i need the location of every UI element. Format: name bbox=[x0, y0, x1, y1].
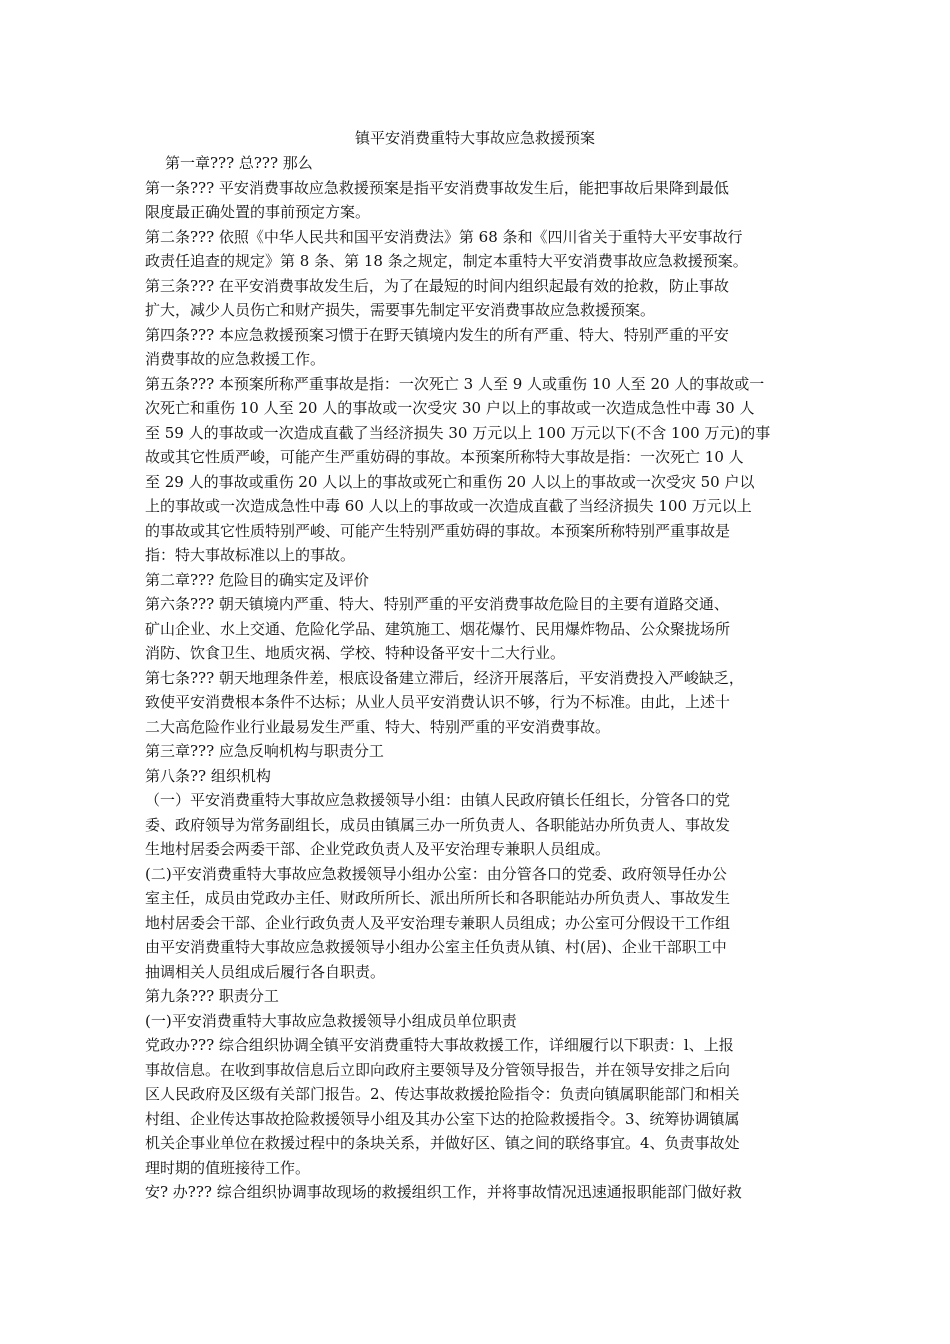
text-line: 扩大，减少人员伤亡和财产损失，需要事先制定平安消费事故应急救援预案。 bbox=[145, 301, 656, 319]
text-line: （一）平安消费重特大事故应急救援领导小组：由镇人民政府镇长任组长，分管各口的党 bbox=[145, 791, 731, 809]
text-line: 故或其它性质严峻，可能产生严重妨碍的事故。本预案所称特大事故是指：一次死亡 10 人 bbox=[145, 448, 744, 466]
text-line: 消费事故的应急救援工作。 bbox=[145, 350, 326, 368]
text-line: 致使平安消费根本条件不达标；从业人员平安消费认识不够，行为不标准。由此，上述十 bbox=[145, 693, 731, 711]
text-line: 第一条??? 平安消费事故应急救援预案是指平安消费事故发生后，能把事故后果降到最低 bbox=[145, 178, 729, 197]
text-line: 消防、饮食卫生、地质灾祸、学校、特种设备平安十二大行业。 bbox=[145, 644, 566, 662]
text-line: 村组、企业传达事故抢险救援领导小组及其办公室下达的抢险救援指令。3、统筹协调镇属 bbox=[145, 1109, 740, 1128]
text-line: 由平安消费重特大事故应急救援领导小组办公室主任负责从镇、村(居)、企业干部职工中 bbox=[145, 938, 727, 956]
text-line: (二)平安消费重特大事故应急救援领导小组办公室：由分管各口的党委、政府领导任办公 bbox=[145, 864, 727, 883]
text-line: 室主任，成员由党政办主任、财政所所长、派出所所长和各职能站办所负责人、事故发生 bbox=[145, 889, 731, 907]
text-line: 机关企事业单位在救援过程中的条块关系，并做好区、镇之间的联络事宜。4、负责事故处 bbox=[145, 1134, 740, 1152]
text-line: 理时期的值班接待工作。 bbox=[145, 1158, 311, 1177]
text-line: 二大高危险作业行业最易发生严重、特大、特别严重的平安消费事故。 bbox=[145, 717, 611, 736]
text-line: 第七条??? 朝天地理条件差，根底设备建立滞后，经济开展落后，平安消费投入严峻缺乏， bbox=[145, 668, 744, 687]
text-line: (一)平安消费重特大事故应急救援领导小组成员单位职责 bbox=[145, 1011, 517, 1030]
text-line: 第三章??? 应急反响机构与职责分工 bbox=[145, 742, 384, 760]
text-line: 委、政府领导为常务副组长，成员由镇属三办一所负责人、各职能站办所负责人、事故发 bbox=[145, 815, 731, 834]
text-line: 上的事故或一次造成急性中毒 60 人以上的事故或一次造成直截了当经济损失 100 万元以上 bbox=[145, 497, 752, 515]
text-line: 次死亡和重伤 10 人至 20 人的事故或一次受灾 30 户以上的事故或一次造成急性中毒 30 人 bbox=[145, 399, 755, 417]
text-line: 生地村居委会两委干部、企业党政负责人及平安治理专兼职人员组成。 bbox=[145, 840, 611, 858]
document-title: 镇平安消费重特大事故应急救援预案 bbox=[354, 129, 595, 147]
text-line: 指：特大事故标准以上的事故。 bbox=[145, 546, 356, 564]
text-line: 第五条??? 本预案所称严重事故是指：一次死亡 3 人至 9 人或重伤 10 人至 20 人的事故或一 bbox=[145, 374, 765, 393]
text-line: 党政办??? 综合组织协调全镇平安消费重特大事故救援工作，详细履行以下职责：l、上报 bbox=[145, 1036, 734, 1054]
text-line: 第八条?? 组织机构 bbox=[145, 766, 271, 785]
text-line: 的事故或其它性质特别严峻、可能产生特别严重妨碍的事故。本预案所称特别严重事故是 bbox=[145, 521, 731, 540]
text-line: 限度最正确处置的事前预定方案。 bbox=[145, 203, 371, 221]
text-line: 事故信息。在收到事故信息后立即向政府主要领导及分管领导报告，并在领导安排之后向 bbox=[145, 1060, 731, 1079]
text-line: 政责任追查的规定》第 8 条、第 18 条之规定，制定本重特大平安消费事故应急救援预案。 bbox=[145, 252, 748, 270]
text-line: 第六条??? 朝天镇境内严重、特大、特别严重的平安消费事故危险目的主要有道路交通、 bbox=[145, 595, 729, 613]
text-line: 第二条??? 依照《中华人民共和国平安消费法》第 68 条和《四川省关于重特大平安事故行 bbox=[145, 227, 743, 246]
text-line: 第二章??? 危险目的确实定及评价 bbox=[145, 570, 369, 589]
text-line: 安? 办??? 综合组织协调事故现场的救援组织工作，并将事故情况迅速通报职能部门做好救 bbox=[145, 1183, 742, 1201]
text-line: 至 59 人的事故或一次造成直截了当经济损失 30 万元以上 100 万元以下(不含 100 万元)的事 bbox=[145, 423, 771, 442]
text-line: 抽调相关人员组成后履行各自职责。 bbox=[145, 962, 386, 981]
text-line: 区人民政府及区级有关部门报告。2、传达事故救援抢险指令：负责向镇属职能部门和相关 bbox=[145, 1085, 740, 1103]
text-line: 地村居委会干部、企业行政负责人及平安治理专兼职人员组成；办公室可分假设干工作组 bbox=[145, 913, 731, 932]
text-line: 矿山企业、水上交通、危险化学品、建筑施工、烟花爆竹、民用爆炸物品、公众聚拢场所 bbox=[145, 619, 731, 638]
text-line: 至 29 人的事故或重伤 20 人以上的事故或死亡和重伤 20 人以上的事故或一次受灾 50 户以 bbox=[145, 472, 755, 491]
document-body bbox=[145, 151, 825, 1205]
chapter-heading: 第一章??? 总??? 那么 bbox=[165, 154, 313, 172]
text-line: 第四条??? 本应急救援预案习惯于在野天镇境内发生的所有严重、特大、特别严重的平安 bbox=[145, 325, 729, 344]
text-line: 第三条??? 在平安消费事故发生后，为了在最短的时间内组织起最有效的抢救，防止事故 bbox=[145, 276, 729, 295]
text-line: 第九条??? 职责分工 bbox=[145, 987, 279, 1005]
